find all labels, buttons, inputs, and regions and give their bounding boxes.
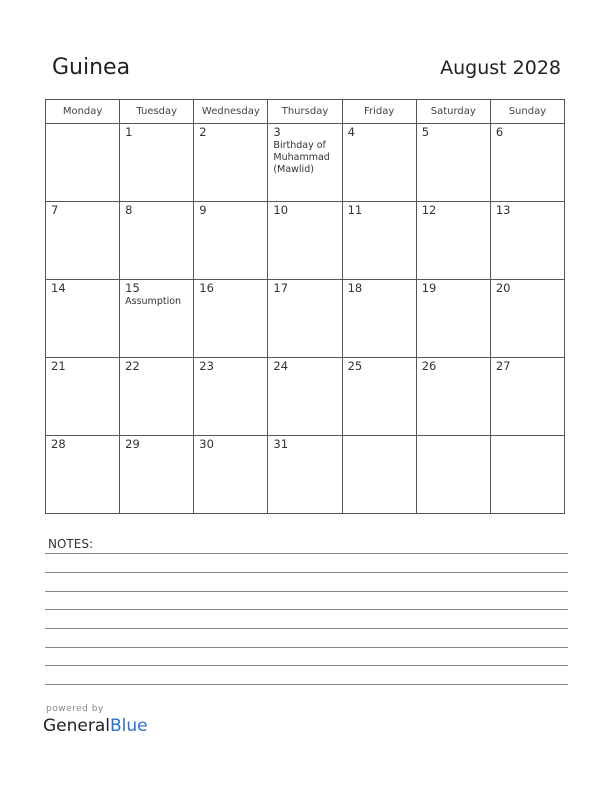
weekday-header-row: [46, 100, 565, 124]
note-line: [45, 553, 568, 554]
day-number: 5: [421, 125, 430, 139]
calendar-day-cell[interactable]: [342, 124, 416, 202]
calendar-grid: [45, 99, 565, 514]
holiday-label: Birthday of Muhammad (Mawlid): [273, 140, 330, 175]
day-number: 22: [125, 359, 140, 373]
day-number: 25: [347, 359, 363, 373]
day-number: 7: [51, 203, 59, 217]
calendar-day-cell[interactable]: [194, 202, 268, 280]
day-number: 28: [51, 437, 66, 451]
brand-name-part1: General: [43, 716, 110, 736]
note-line: [45, 628, 568, 629]
calendar-day-cell[interactable]: [120, 280, 194, 358]
note-line: [45, 647, 568, 648]
calendar-week-row: [46, 358, 565, 436]
day-number: 17: [273, 281, 289, 295]
weekday-header: Sunday: [490, 100, 564, 124]
day-number: 14: [51, 281, 66, 295]
day-number: 21: [51, 359, 66, 373]
notes-label: NOTES:: [48, 537, 93, 551]
day-number: 3: [273, 125, 281, 139]
calendar-week-row: [46, 202, 565, 280]
day-number: 1: [125, 125, 133, 139]
calendar-day-cell[interactable]: [268, 124, 342, 202]
calendar-week-row: [46, 124, 565, 202]
day-number: 24: [273, 359, 289, 373]
day-number: 26: [421, 359, 437, 373]
calendar-day-cell[interactable]: [46, 202, 120, 280]
calendar-day-cell[interactable]: [490, 280, 564, 358]
note-line: [45, 591, 568, 592]
calendar-day-cell[interactable]: [268, 436, 342, 514]
calendar-day-cell[interactable]: [120, 436, 194, 514]
brand-name-part2: Blue: [110, 716, 148, 736]
weekday-header: Friday: [342, 100, 416, 124]
weekday-header: Monday: [46, 100, 120, 124]
calendar-day-cell[interactable]: [194, 280, 268, 358]
powered-by-text: powered by: [46, 704, 104, 714]
calendar-day-cell[interactable]: [194, 436, 268, 514]
calendar-day-cell[interactable]: [194, 358, 268, 436]
day-number: 20: [495, 281, 511, 295]
calendar-day-cell[interactable]: [46, 280, 120, 358]
calendar-day-cell[interactable]: [490, 358, 564, 436]
calendar-day-cell[interactable]: [46, 358, 120, 436]
day-number: 12: [421, 203, 437, 217]
calendar-day-cell[interactable]: [416, 202, 490, 280]
calendar-day-cell[interactable]: [490, 436, 564, 514]
calendar-day-cell[interactable]: [416, 436, 490, 514]
day-number: 9: [199, 203, 207, 217]
calendar-day-cell[interactable]: [268, 280, 342, 358]
weekday-header: Tuesday: [120, 100, 194, 124]
day-number: 16: [199, 281, 214, 295]
calendar-day-cell[interactable]: [490, 124, 564, 202]
calendar-day-cell[interactable]: [120, 358, 194, 436]
day-number: 10: [273, 203, 289, 217]
day-number: 13: [495, 203, 511, 217]
day-number: 4: [347, 125, 355, 139]
day-number: 2: [199, 125, 207, 139]
day-number: 29: [125, 437, 140, 451]
calendar-day-cell[interactable]: [342, 436, 416, 514]
country-title: Guinea: [52, 55, 131, 80]
day-number: 18: [347, 281, 363, 295]
calendar-day-cell[interactable]: [416, 358, 490, 436]
calendar-day-cell[interactable]: [46, 436, 120, 514]
calendar-day-cell[interactable]: [268, 202, 342, 280]
weekday-header: Wednesday: [194, 100, 268, 124]
day-number: 23: [199, 359, 214, 373]
calendar-day-cell[interactable]: [268, 358, 342, 436]
note-line: [45, 684, 568, 685]
calendar-day-cell[interactable]: [490, 202, 564, 280]
calendar-day-cell[interactable]: [194, 124, 268, 202]
calendar-day-cell[interactable]: [342, 280, 416, 358]
day-number: 6: [495, 125, 504, 139]
day-number: 19: [421, 281, 437, 295]
note-line: [45, 572, 568, 573]
weekday-header: Thursday: [268, 100, 342, 124]
day-number: 27: [495, 359, 511, 373]
calendar-week-row: [46, 436, 565, 514]
note-line: [45, 665, 568, 666]
calendar-day-cell[interactable]: [120, 202, 194, 280]
calendar-day-cell[interactable]: [416, 124, 490, 202]
calendar-day-cell[interactable]: [416, 280, 490, 358]
day-number: 15: [125, 281, 140, 295]
calendar-day-cell[interactable]: [46, 124, 120, 202]
calendar-week-row: [46, 280, 565, 358]
weekday-header: Saturday: [416, 100, 490, 124]
holiday-label: Assumption: [125, 296, 182, 307]
day-number: 31: [273, 437, 289, 451]
day-number: 8: [125, 203, 133, 217]
brand-logo[interactable]: [43, 716, 148, 736]
calendar-day-cell[interactable]: [342, 202, 416, 280]
day-number: 30: [199, 437, 214, 451]
calendar-day-cell[interactable]: [120, 124, 194, 202]
month-year-title: August 2028: [440, 57, 561, 79]
calendar-day-cell[interactable]: [342, 358, 416, 436]
day-number: 11: [347, 203, 363, 217]
note-line: [45, 609, 568, 610]
